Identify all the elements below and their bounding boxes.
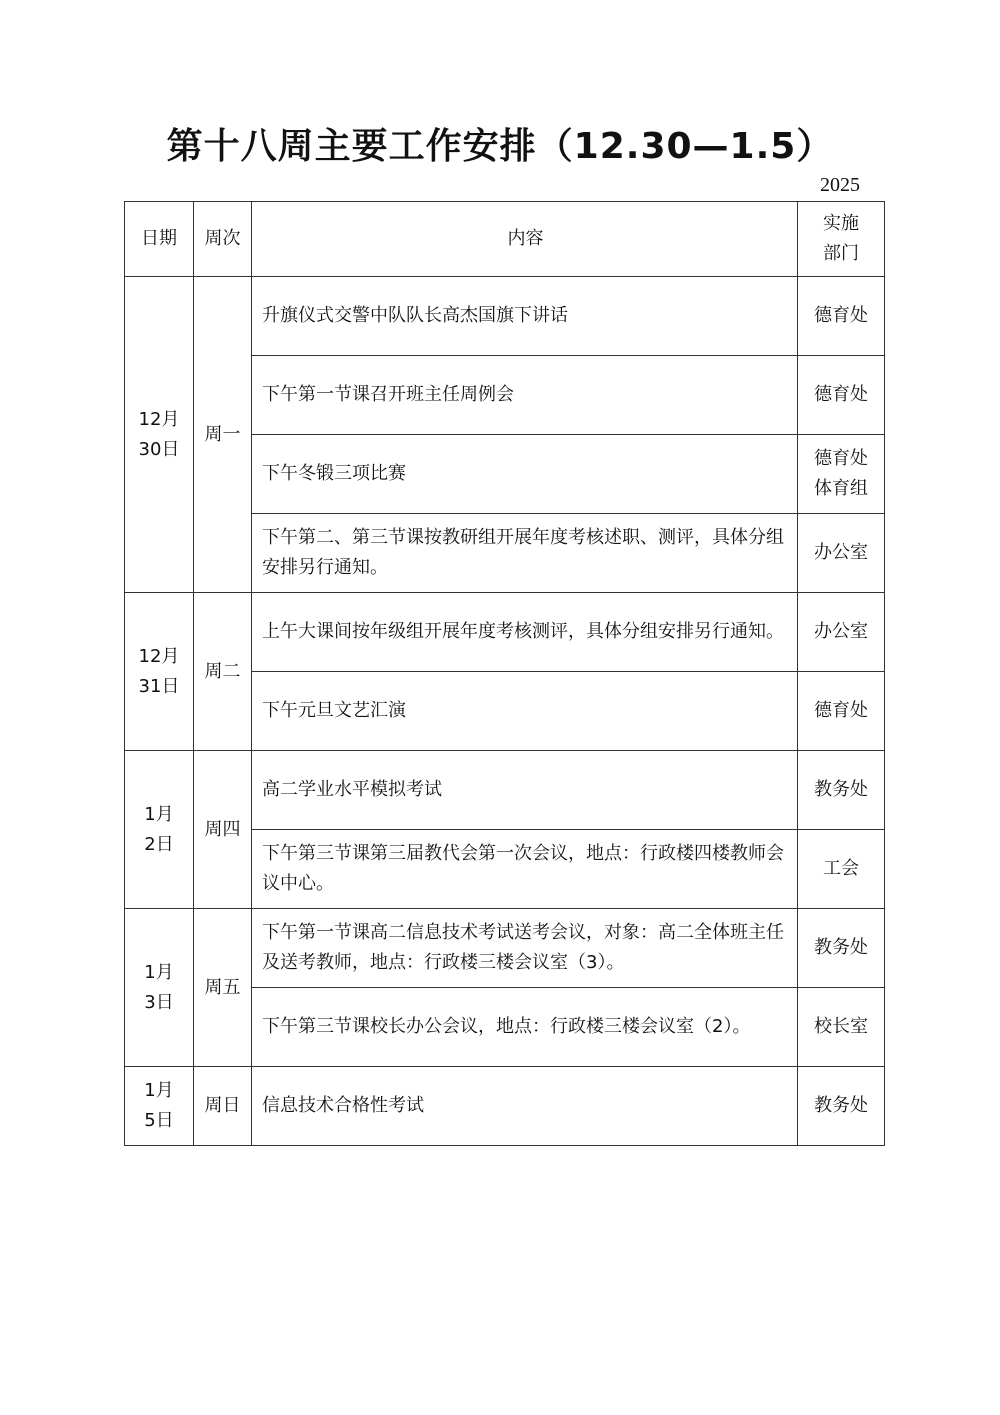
department-text: 德育处 [814,448,868,469]
table-row [125,593,885,672]
weekday-cell: 周一 [194,277,252,593]
content-cell: 下午第一节课高二信息技术考试送考会议，对象：高二全体班主任及送考教师，地点：行政楼三楼会议室（3）。 [252,909,798,988]
department-text: 教务处 [814,1095,868,1116]
content-cell: 下午元旦文艺汇演 [252,672,798,751]
department-text: 工会 [823,858,859,879]
department-text: 德育处 [814,384,868,405]
date-cell [125,277,194,593]
date-text: 12月 [138,645,180,667]
department-cell [798,988,885,1067]
schedule-table [124,201,885,1146]
header-dept [798,202,885,277]
department-text: 校长室 [814,1016,868,1037]
date-cell [125,1067,194,1146]
header-date: 日期 [125,202,194,277]
department-cell [798,356,885,435]
department-text: 体育组 [814,478,868,499]
header-dept-line2: 部门 [823,243,859,264]
table-row [125,277,885,356]
department-text: 办公室 [814,542,868,563]
department-text: 教务处 [814,937,868,958]
date-text: 30日 [138,438,180,460]
date-text: 12月 [138,408,180,430]
year-label: 2025 [820,174,860,196]
table-row [125,751,885,830]
date-text: 1月 [144,961,174,983]
date-text: 2日 [144,833,174,855]
date-cell [125,909,194,1067]
date-text: 1月 [144,1080,174,1101]
date-text: 5日 [144,1110,174,1131]
department-cell [798,435,885,514]
date-text: 1月 [144,803,174,825]
content-cell: 下午第一节课召开班主任周例会 [252,356,798,435]
weekday-cell: 周四 [194,751,252,909]
department-cell [798,751,885,830]
date-text: 31日 [138,675,180,697]
date-cell [125,751,194,909]
weekday-cell: 周二 [194,593,252,751]
weekday-cell: 周五 [194,909,252,1067]
header-content: 内容 [252,202,798,277]
content-cell: 下午第三节课第三届教代会第一次会议，地点：行政楼四楼教师会议中心。 [252,830,798,909]
page-title: 第十八周主要工作安排（12.30—1.5） [166,126,834,167]
weekday-cell: 周日 [194,1067,252,1146]
table-row [125,909,885,988]
department-text: 办公室 [814,621,868,642]
department-cell [798,277,885,356]
department-text: 教务处 [814,779,868,800]
department-text: 德育处 [814,305,868,326]
header-week: 周次 [194,202,252,277]
date-text: 3日 [144,991,174,1013]
content-cell: 升旗仪式交警中队队长高杰国旗下讲话 [252,277,798,356]
content-cell: 上午大课间按年级组开展年度考核测评，具体分组安排另行通知。 [252,593,798,672]
content-cell: 信息技术合格性考试 [252,1067,798,1146]
department-cell [798,1067,885,1146]
content-cell: 下午第二、第三节课按教研组开展年度考核述职、测评，具体分组安排另行通知。 [252,514,798,593]
header-dept-line1: 实施 [823,213,859,234]
department-cell [798,830,885,909]
department-cell [798,514,885,593]
table-row [125,1067,885,1146]
department-text: 德育处 [814,700,868,721]
header-row [125,202,885,277]
department-cell [798,672,885,751]
content-cell: 下午冬锻三项比赛 [252,435,798,514]
content-cell: 高二学业水平模拟考试 [252,751,798,830]
date-cell [125,593,194,751]
content-cell: 下午第三节课校长办公会议，地点：行政楼三楼会议室（2）。 [252,988,798,1067]
department-cell [798,909,885,988]
department-cell [798,593,885,672]
